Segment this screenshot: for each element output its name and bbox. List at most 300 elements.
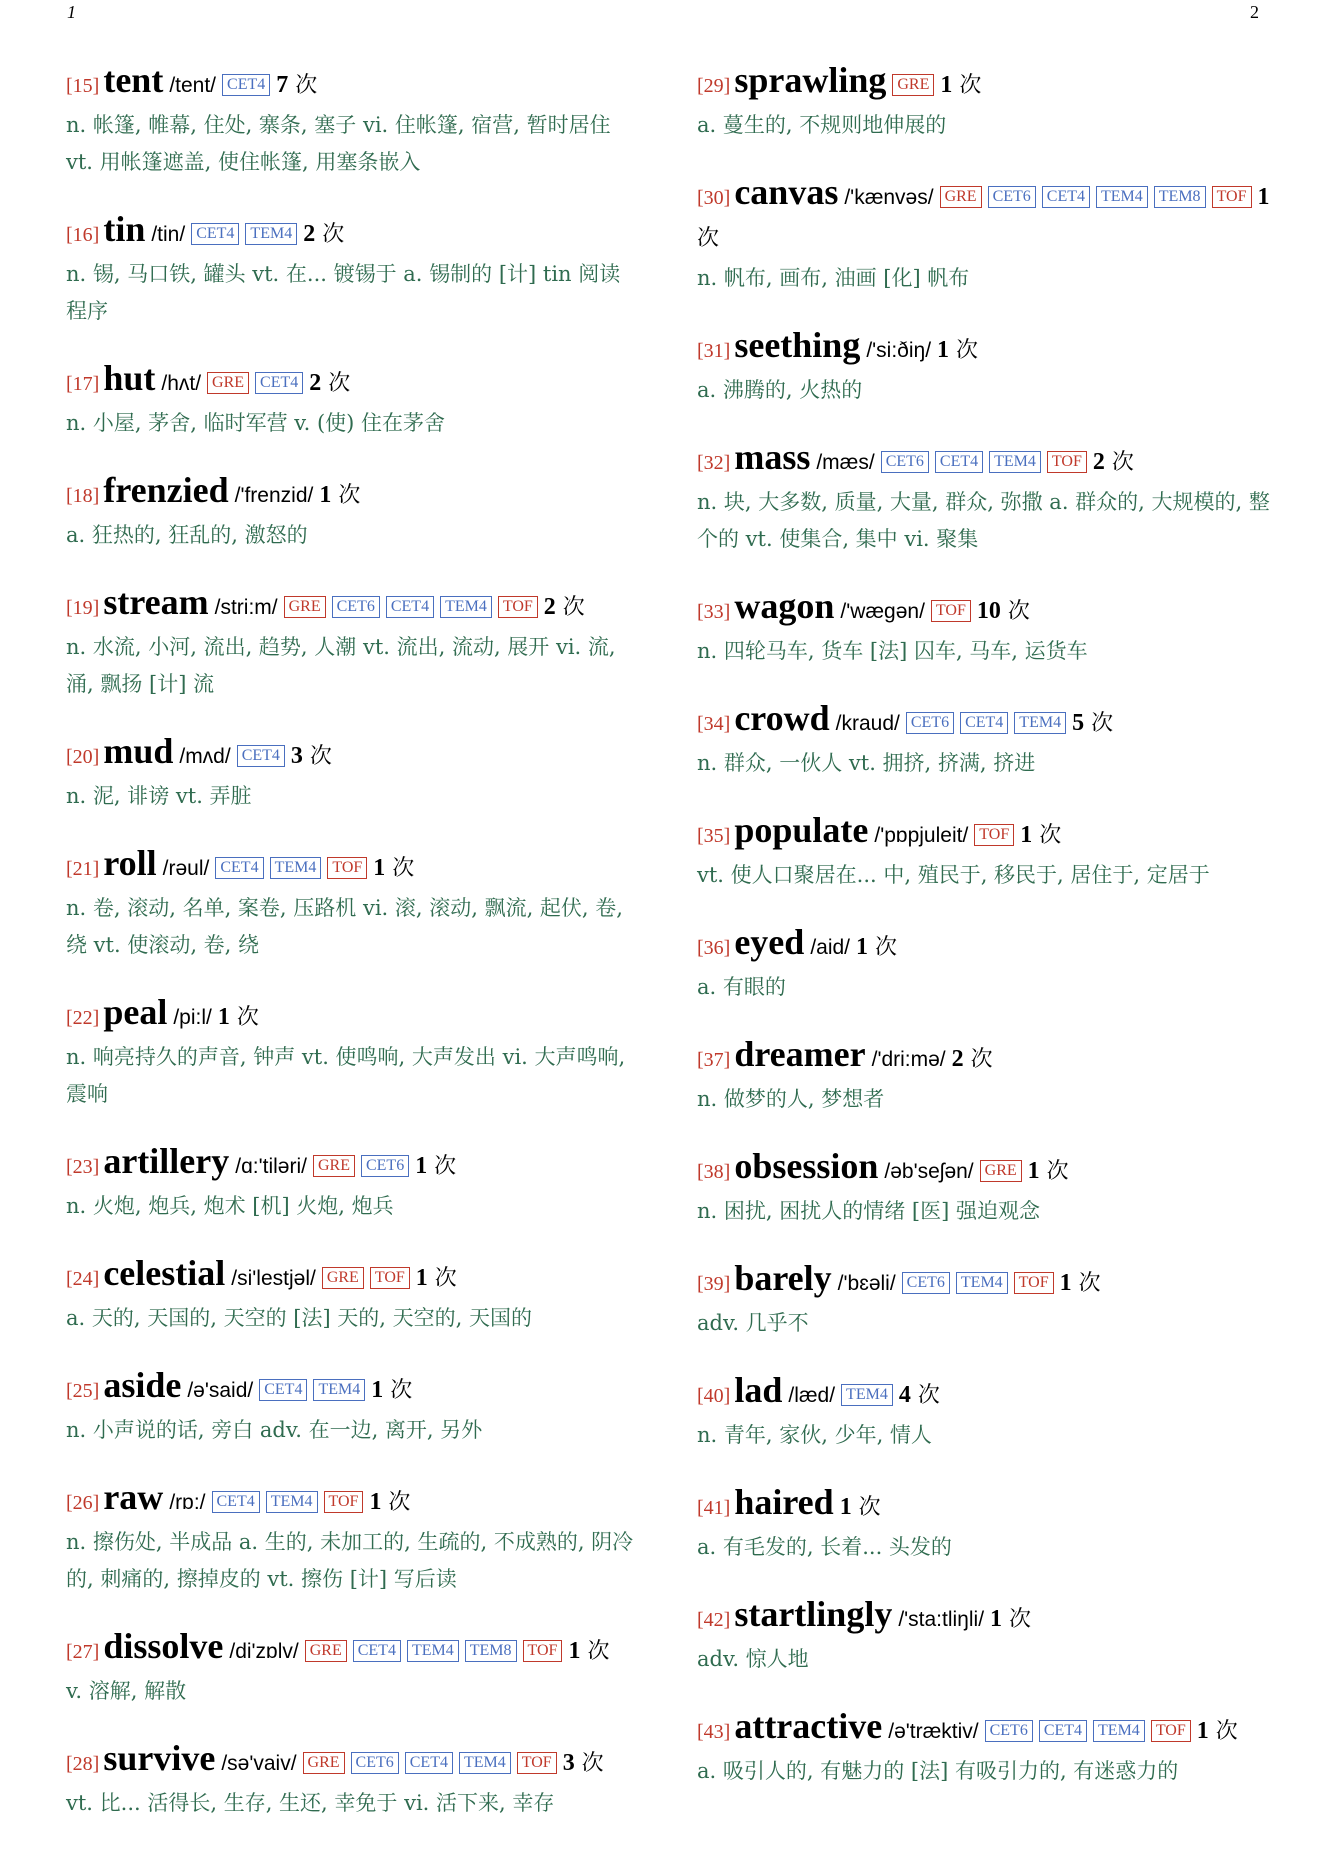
word-entry [66, 1365, 636, 1449]
headword: lad [734, 1370, 783, 1410]
exam-tag: TEM4 [245, 223, 297, 245]
frequency-unit: 次 [1000, 599, 1030, 624]
word-entry [66, 843, 636, 964]
frequency-unit: 次 [315, 222, 345, 247]
frequency-number: 1 [1196, 1718, 1209, 1744]
exam-tag: TOF [523, 1640, 563, 1662]
exam-tag: TEM8 [465, 1640, 517, 1662]
exam-tag: TEM4 [270, 857, 322, 879]
frequency-number: 1 [990, 1606, 1003, 1632]
entry-headline [66, 1477, 636, 1524]
word-entry [66, 1738, 636, 1822]
frequency-count [899, 1383, 940, 1408]
headword: wagon [734, 586, 835, 626]
frequency-number: 2 [309, 370, 322, 396]
frequency-number: 2 [543, 594, 556, 620]
exam-tag: TOF [327, 857, 367, 879]
definition: a. 吸引人的, 有魅力的 [法] 有吸引力的, 有迷惑力的 [697, 1759, 1179, 1783]
exam-tag: TOF [974, 824, 1014, 846]
frequency-unit: 次 [321, 371, 351, 396]
exam-tag: CET4 [1042, 186, 1090, 208]
entry-headline [697, 810, 1277, 857]
entry-headline [66, 1141, 636, 1188]
headword: mass [734, 437, 811, 477]
entry-index: [39] [697, 1273, 731, 1295]
entry-headline [66, 582, 636, 629]
entry-index: [16] [66, 224, 100, 246]
frequency-number: 1 [1257, 184, 1270, 210]
headword: dreamer [734, 1034, 866, 1074]
page-number-left: 1 [67, 2, 76, 22]
entry-headline [66, 60, 636, 107]
entry-headline [66, 731, 636, 778]
exam-tag: TOF [498, 596, 538, 618]
frequency-count [977, 599, 1030, 624]
frequency-unit: 次 [952, 73, 982, 98]
exam-tag: CET4 [215, 857, 263, 879]
frequency-unit: 次 [910, 1383, 940, 1408]
word-entry [66, 1253, 636, 1337]
entry-index: [26] [66, 1492, 100, 1514]
phonetic: /'wægən/ [840, 600, 925, 623]
entry-index: [36] [697, 937, 731, 959]
entry-index: [40] [697, 1385, 731, 1407]
definition: n. 四轮马车, 货车 [法] 囚车, 马车, 运货车 [697, 639, 1088, 663]
definition: a. 蔓生的, 不规则地伸展的 [697, 113, 947, 137]
frequency-number: 1 [940, 72, 953, 98]
entry-index: [19] [66, 597, 100, 619]
exam-tag: CET6 [332, 596, 380, 618]
frequency-number: 3 [290, 743, 303, 769]
entry-headline [697, 1370, 1277, 1417]
frequency-unit: 次 [963, 1047, 993, 1072]
frequency-number: 4 [898, 1382, 911, 1408]
exam-tag: CET6 [351, 1752, 399, 1774]
headword: startlingly [734, 1594, 893, 1634]
definition: v. 溶解, 解散 [66, 1679, 187, 1703]
definition: n. 水流, 小河, 流出, 趋势, 人潮 vt. 流出, 流动, 展开 vi. 流, 涌, 飘扬 [计] 流 [66, 635, 616, 696]
frequency-unit: 次 [949, 338, 979, 363]
exam-tag: CET6 [881, 451, 929, 473]
phonetic: /stri:m/ [214, 596, 278, 619]
headword: artillery [103, 1141, 230, 1181]
entry-index: [37] [697, 1049, 731, 1071]
entry-index: [22] [66, 1007, 100, 1029]
exam-tag: TOF [1014, 1272, 1054, 1294]
frequency-unit: 次 [381, 1490, 411, 1515]
exam-tag: TEM4 [440, 596, 492, 618]
exam-tag: CET4 [935, 451, 983, 473]
frequency-unit: 次 [1084, 711, 1114, 736]
phonetic: /əb'seʃən/ [884, 1160, 974, 1183]
entry-headline [697, 1146, 1277, 1193]
phonetic: /'pɒpjuleit/ [874, 824, 969, 847]
frequency-unit: 次 [1032, 823, 1062, 848]
word-entry [66, 1477, 636, 1598]
entry-index: [27] [66, 1641, 100, 1663]
frequency-number: 5 [1072, 710, 1085, 736]
frequency-count [303, 222, 344, 247]
entry-index: [38] [697, 1161, 731, 1183]
entry-headline [697, 437, 1277, 484]
frequency-unit: 次 [697, 226, 720, 251]
frequency-count [856, 935, 897, 960]
entry-headline [66, 358, 636, 405]
frequency-number: 3 [562, 1750, 575, 1776]
entry-index: [18] [66, 485, 100, 507]
phonetic: /rɒ:/ [169, 1491, 206, 1514]
phonetic: /'dri:mə/ [871, 1048, 946, 1071]
word-entry [66, 1626, 636, 1710]
headword: dissolve [103, 1626, 224, 1666]
word-entry [66, 582, 636, 703]
exam-tag: GRE [940, 186, 982, 208]
exam-tag: TEM4 [266, 1491, 318, 1513]
headword: crowd [734, 698, 830, 738]
exam-tag: TEM4 [1093, 1720, 1145, 1742]
definition: n. 群众, 一伙人 vt. 拥挤, 挤满, 挤进 [697, 751, 1036, 775]
definition: a. 狂热的, 狂乱的, 激怒的 [66, 523, 308, 547]
phonetic: /'frenzid/ [234, 484, 314, 507]
headword: raw [103, 1477, 164, 1517]
exam-tag: GRE [892, 74, 934, 96]
entry-headline [66, 470, 636, 517]
headword: stream [103, 582, 209, 622]
entry-headline [697, 922, 1277, 969]
frequency-unit: 次 [851, 1495, 881, 1520]
word-entry [697, 1594, 1277, 1678]
frequency-number: 1 [319, 482, 332, 508]
exam-tag: CET4 [1039, 1720, 1087, 1742]
word-entry [697, 922, 1277, 1006]
frequency-number: 1 [937, 337, 950, 363]
frequency-count [1197, 1719, 1238, 1744]
phonetic: /mæs/ [816, 451, 875, 474]
definition: n. 擦伤处, 半成品 a. 生的, 未加工的, 生疏的, 不成熟的, 阴冷的, 刺痛的, 擦掉皮的 vt. 擦伤 [计] 写后读 [66, 1530, 634, 1591]
headword: frenzied [103, 470, 229, 510]
definition: adv. 几乎不 [697, 1311, 809, 1335]
frequency-number: 1 [373, 855, 386, 881]
word-entry [697, 437, 1277, 558]
definition: a. 沸腾的, 火热的 [697, 378, 863, 402]
word-entry [697, 1146, 1277, 1230]
entry-index: [35] [697, 825, 731, 847]
frequency-count [568, 1639, 609, 1664]
definition: a. 有毛发的, 长着... 头发的 [697, 1535, 952, 1559]
frequency-count [940, 73, 981, 98]
frequency-unit: 次 [1071, 1271, 1101, 1296]
word-entry [697, 810, 1277, 894]
frequency-unit: 次 [331, 483, 361, 508]
entry-headline [697, 60, 1277, 107]
exam-tag: TOF [1212, 186, 1252, 208]
entry-index: [17] [66, 373, 100, 395]
frequency-count [415, 1154, 456, 1179]
frequency-count [319, 483, 360, 508]
frequency-number: 1 [568, 1638, 581, 1664]
left-column [66, 60, 636, 1850]
phonetic: /ɑ:'tiləri/ [235, 1155, 307, 1178]
entry-index: [28] [66, 1753, 100, 1775]
phonetic: /'kænvəs/ [844, 186, 934, 209]
definition: n. 小屋, 茅舍, 临时军营 v. (使) 住在茅舍 [66, 411, 446, 435]
entry-headline [66, 843, 636, 890]
phonetic: /pi:l/ [173, 1006, 212, 1029]
frequency-count [952, 1047, 993, 1072]
definition: n. 火炮, 炮兵, 炮术 [机] 火炮, 炮兵 [66, 1194, 394, 1218]
word-entry [66, 731, 636, 815]
entry-headline [66, 1365, 636, 1412]
phonetic: /hʌt/ [161, 372, 202, 395]
phonetic: /'si:ðiŋ/ [866, 339, 932, 362]
frequency-number: 2 [1092, 449, 1105, 475]
entry-index: [23] [66, 1156, 100, 1178]
headword: peal [103, 992, 168, 1032]
phonetic: /ə'said/ [187, 1379, 254, 1402]
exam-tag: TOF [324, 1491, 364, 1513]
word-entry [697, 325, 1277, 409]
frequency-count [1093, 450, 1134, 475]
definition: n. 困扰, 困扰人的情绪 [医] 强迫观念 [697, 1199, 1040, 1223]
entry-headline [697, 1258, 1277, 1305]
frequency-unit: 次 [580, 1639, 610, 1664]
frequency-count [1060, 1271, 1101, 1296]
frequency-number: 2 [951, 1046, 964, 1072]
entry-headline [697, 325, 1277, 372]
exam-tag: TEM4 [313, 1379, 365, 1401]
exam-tag: CET6 [902, 1272, 950, 1294]
exam-tag: TOF [517, 1752, 557, 1774]
exam-tag: TEM4 [1096, 186, 1148, 208]
headword: haired [734, 1482, 834, 1522]
exam-tag: CET4 [405, 1752, 453, 1774]
definition: n. 帆布, 画布, 油画 [化] 帆布 [697, 266, 970, 290]
exam-tag: TOF [1151, 1720, 1191, 1742]
exam-tag: GRE [207, 372, 249, 394]
entry-headline [697, 1706, 1277, 1753]
exam-tag: TEM4 [956, 1272, 1008, 1294]
frequency-number: 1 [217, 1004, 230, 1030]
exam-tag: CET4 [960, 712, 1008, 734]
definition: n. 块, 大多数, 质量, 大量, 群众, 弥撒 a. 群众的, 大规模的, 整个的 vt. 使集合, 集中 vi. 聚集 [697, 490, 1270, 551]
definition: n. 泥, 诽谤 vt. 弄脏 [66, 784, 252, 808]
frequency-number: 1 [415, 1153, 428, 1179]
entry-headline [697, 698, 1277, 745]
word-entry [66, 470, 636, 554]
frequency-unit: 次 [427, 1266, 457, 1291]
entry-index: [43] [697, 1721, 731, 1743]
word-entry [66, 209, 636, 330]
entry-index: [33] [697, 601, 731, 623]
exam-tag: TOF [1047, 451, 1087, 473]
frequency-unit: 次 [574, 1751, 604, 1776]
frequency-count [291, 744, 332, 769]
phonetic: /rəul/ [162, 857, 210, 880]
frequency-count [1028, 1159, 1069, 1184]
headword: roll [103, 843, 157, 883]
frequency-unit: 次 [427, 1154, 457, 1179]
frequency-number: 1 [369, 1489, 382, 1515]
exam-tag: TEM4 [841, 1384, 893, 1406]
entry-headline [66, 1738, 636, 1785]
exam-tag: CET6 [361, 1155, 409, 1177]
right-column [697, 60, 1277, 1818]
definition: a. 天的, 天国的, 天空的 [法] 天的, 天空的, 天国的 [66, 1306, 533, 1330]
frequency-count [369, 1490, 410, 1515]
phonetic: /læd/ [788, 1384, 836, 1407]
entry-index: [20] [66, 746, 100, 768]
frequency-unit: 次 [1002, 1607, 1032, 1632]
headword: seething [734, 325, 861, 365]
frequency-count [416, 1266, 457, 1291]
definition: vt. 使人口聚居在... 中, 殖民于, 移民于, 居住于, 定居于 [697, 863, 1210, 887]
frequency-count [990, 1607, 1031, 1632]
word-entry [66, 358, 636, 442]
frequency-unit: 次 [868, 935, 898, 960]
exam-tag: CET4 [259, 1379, 307, 1401]
definition: a. 有眼的 [697, 975, 786, 999]
exam-tag: CET4 [222, 74, 270, 96]
headword: populate [734, 810, 869, 850]
frequency-count [544, 595, 585, 620]
definition: n. 做梦的人, 梦想者 [697, 1087, 885, 1111]
phonetic: /mʌd/ [179, 745, 231, 768]
frequency-unit: 次 [229, 1005, 259, 1030]
word-entry [66, 1141, 636, 1225]
frequency-number: 1 [839, 1494, 852, 1520]
headword: survive [103, 1738, 216, 1778]
word-entry [66, 992, 636, 1113]
frequency-count [1020, 823, 1061, 848]
exam-tag: CET4 [255, 372, 303, 394]
phonetic: /'bɛəli/ [837, 1272, 896, 1295]
page-number-right: 2 [1250, 2, 1259, 22]
frequency-number: 1 [856, 934, 869, 960]
exam-tag: TOF [931, 600, 971, 622]
frequency-unit: 次 [1104, 450, 1134, 475]
exam-tag: TEM4 [407, 1640, 459, 1662]
exam-tag: CET6 [988, 186, 1036, 208]
headword: tent [103, 60, 164, 100]
entry-index: [31] [697, 340, 731, 362]
exam-tag: TEM4 [989, 451, 1041, 473]
definition: vt. 比... 活得长, 生存, 生还, 幸免于 vi. 活下来, 幸存 [66, 1791, 555, 1815]
word-entry [697, 1482, 1277, 1566]
word-entry [697, 586, 1277, 670]
definition: n. 帐篷, 帷幕, 住处, 寨条, 塞子 vi. 住帐篷, 宿营, 暂时居住 vt. 用帐篷遮盖, 使住帐篷, 用塞条嵌入 [66, 113, 611, 174]
definition: n. 小声说的话, 旁白 adv. 在一边, 离开, 另外 [66, 1418, 483, 1442]
frequency-unit: 次 [1208, 1719, 1238, 1744]
entry-headline [66, 209, 636, 256]
word-entry [697, 1034, 1277, 1118]
headword: attractive [734, 1706, 883, 1746]
definition: n. 响亮持久的声音, 钟声 vt. 使鸣响, 大声发出 vi. 大声鸣响, 震响 [66, 1045, 626, 1106]
frequency-number: 2 [303, 221, 316, 247]
entry-index: [41] [697, 1497, 731, 1519]
headword: canvas [734, 172, 839, 212]
entry-index: [25] [66, 1380, 100, 1402]
frequency-unit: 次 [302, 744, 332, 769]
frequency-unit: 次 [383, 1378, 413, 1403]
entry-index: [42] [697, 1609, 731, 1631]
entry-index: [24] [66, 1268, 100, 1290]
headword: aside [103, 1365, 182, 1405]
headword: eyed [734, 922, 805, 962]
exam-tag: CET4 [212, 1491, 260, 1513]
headword: barely [734, 1258, 832, 1298]
word-entry [697, 1258, 1277, 1342]
exam-tag: GRE [313, 1155, 355, 1177]
phonetic: /si'lestjəl/ [231, 1267, 316, 1290]
frequency-count [563, 1751, 604, 1776]
exam-tag: TEM4 [1014, 712, 1066, 734]
frequency-count [373, 856, 414, 881]
frequency-count [276, 73, 317, 98]
definition: n. 青年, 家伙, 少年, 情人 [697, 1423, 932, 1447]
frequency-number: 1 [1027, 1158, 1040, 1184]
exam-tag: GRE [322, 1267, 364, 1289]
headword: obsession [734, 1146, 879, 1186]
exam-tag: CET4 [353, 1640, 401, 1662]
exam-tag: TEM8 [1154, 186, 1206, 208]
definition: n. 卷, 滚动, 名单, 案卷, 压路机 vi. 滚, 滚动, 飘流, 起伏, 卷, 绕 vt. 使滚动, 卷, 绕 [66, 896, 623, 957]
frequency-unit: 次 [288, 73, 318, 98]
entry-headline [66, 1626, 636, 1673]
phonetic: /'sta:tliŋli/ [898, 1608, 985, 1631]
entry-headline [697, 172, 1277, 260]
frequency-count [371, 1378, 412, 1403]
exam-tag: CET4 [237, 745, 285, 767]
frequency-unit: 次 [385, 856, 415, 881]
entry-headline [697, 1594, 1277, 1641]
frequency-unit: 次 [555, 595, 585, 620]
word-entry [697, 1370, 1277, 1454]
entry-headline [66, 992, 636, 1039]
exam-tag: GRE [284, 596, 326, 618]
word-entry [66, 60, 636, 181]
phonetic: /tent/ [169, 74, 217, 97]
headword: mud [103, 731, 174, 771]
phonetic: /sə'vaiv/ [221, 1752, 297, 1775]
exam-tag: GRE [980, 1160, 1022, 1182]
entry-headline [697, 586, 1277, 633]
exam-tag: CET6 [906, 712, 954, 734]
phonetic: /tin/ [151, 223, 186, 246]
entry-headline [697, 1482, 1277, 1529]
entry-index: [21] [66, 858, 100, 880]
frequency-number: 1 [415, 1265, 428, 1291]
frequency-count [1072, 711, 1113, 736]
entry-index: [29] [697, 75, 731, 97]
entry-index: [30] [697, 187, 731, 209]
frequency-number: 7 [276, 72, 289, 98]
word-entry [697, 1706, 1277, 1790]
phonetic: /kraud/ [835, 712, 900, 735]
headword: tin [103, 209, 146, 249]
entry-index: [15] [66, 75, 100, 97]
entry-headline [66, 1253, 636, 1300]
phonetic: /ə'træktiv/ [888, 1720, 979, 1743]
definition: adv. 惊人地 [697, 1647, 809, 1671]
word-entry [697, 172, 1277, 297]
exam-tag: GRE [305, 1640, 347, 1662]
entry-headline [697, 1034, 1277, 1081]
frequency-count [937, 338, 978, 363]
frequency-unit: 次 [1039, 1159, 1069, 1184]
phonetic: /di'zɒlv/ [229, 1640, 299, 1663]
exam-tag: TOF [370, 1267, 410, 1289]
frequency-count [840, 1495, 881, 1520]
